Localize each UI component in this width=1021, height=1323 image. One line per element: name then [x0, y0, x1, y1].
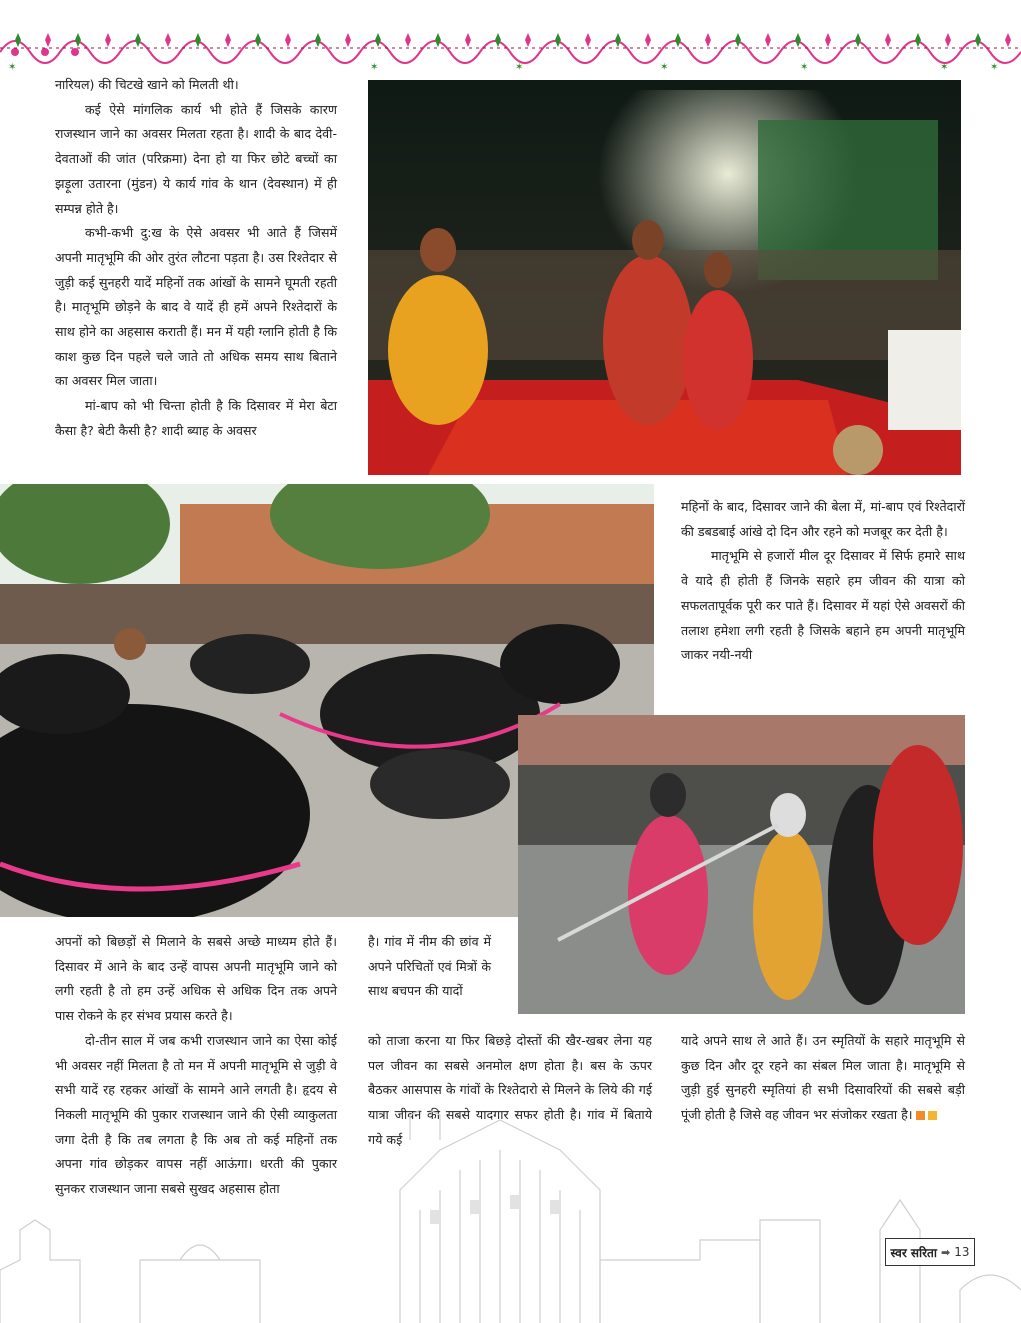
paragraph: को ताजा करना या फिर बिछड़े दोस्तों की खैर-खबर लेना यह पल जीवन का सबसे अनमोल क्षण होता है। बस के ऊपर बैठकर आसपास के गांवों के रिश्तेदारो से मिलने के लिये की गई यात्रा जीवन की सबसे यादगार सफर होती है। गांव में बिताये गये कई	[368, 1033, 652, 1147]
article-column-right-middle	[681, 495, 965, 668]
photo-night-folk-dance	[368, 80, 961, 475]
magazine-name: स्वर सरिता	[890, 1245, 937, 1260]
paragraph: है। गांव में नीम की छांव में अपने परिचितों एवं मित्रों के साथ बचपन की यादों	[368, 934, 491, 999]
palace-skyline-illustration	[0, 1110, 1021, 1323]
svg-text:✶: ✶	[8, 62, 17, 73]
svg-text:✶: ✶	[800, 62, 809, 73]
arrow-icon: ➡	[941, 1245, 951, 1259]
svg-text:✶: ✶	[660, 62, 669, 73]
article-column-left-top	[55, 73, 337, 444]
paragraph: दो-तीन साल में जब कभी राजस्थान जाने का ऐसा कोई भी अवसर नहीं मिलता है तो मन में अपनी मातृभूमि से जुड़ी वे सभी यादें रह रहकर आंखों के सामने आने लगती है। हृदय से निकली मातृभूमि की पुकार राजस्थान जाने की ऐसी व्याकुलता जगा देती है कि तब लगता है कि अब तो कई महिनों तक अपना गांव छोड़कर वापस नहीं आऊंगा। धरती की पुकार सुनकर राजस्थान जाना सबसे सुखद अहसास होता	[55, 1032, 337, 1197]
paragraph: कभी-कभी दु:ख के ऐसे अवसर भी आते हैं जिसमें अपनी मातृभूमि की ओर तुरंत लौटना पड़ता है। उस रिश्तेदार से जुड़ी कई सुनहरी यादें महिनों तक आंखों के सामने घूमती रहती है। मातृभूमि छोड़ने के बाद वे यादें ही हमें अपने रिश्तेदारों के साथ होने का अहसास कराती हैं। मन में यही ग्लानि होती है कि काश कुछ दिन पहले चले जाते तो अधिक समय साथ बिताने का अवसर मिल जाता।	[55, 225, 337, 389]
article-column-middle-narrow	[368, 930, 491, 1004]
svg-text:✶: ✶	[515, 62, 524, 73]
paragraph: महिनों के बाद, दिसावर जाने की बेला में, मां-बाप एवं रिश्तेदारों की डबडबाई आंखे दो दिन और रहने को मजबूर कर देती है।	[681, 499, 965, 539]
svg-text:✶: ✶	[370, 62, 379, 73]
svg-text:✶: ✶	[940, 62, 949, 73]
paragraph: कई ऐसे मांगलिक कार्य भी होते हैं जिसके कारण राजस्थान जाने का अवसर मिलता रहता है। शादी के बाद देवी-देवताओं की जांत (परिक्रमा) देना हो या फिर छोटे बच्चों का झड़ूला उतारना (मुंडन) ये कार्य गांव के थान (देवस्थान) में ही सम्पन्न होते है।	[55, 101, 337, 216]
paragraph: नारियल) की चिटखे खाने को मिलती थी।	[55, 77, 239, 92]
svg-text:✶: ✶	[990, 62, 999, 73]
page-number: 13	[954, 1245, 970, 1259]
paragraph: मां-बाप को भी चिन्ता होती है कि दिसावर में मेरा बेटा कैसा है? बेटी कैसी है? शादी ब्याह के अवसर	[55, 398, 337, 438]
paragraph: मातृभूमि से हजारों मील दूर दिसावर में सिर्फ हमारे साथ वे यादे ही होती हैं जिनके सहारे हम जीवन की यात्रा को सफलतापूर्वक पूरी कर पाते हैं। दिसावर में यहां ऐसे अवसरों की तलाश हमेशा लगी रहती है जिसके बहाने हम अपनी मातृभूमि जाकर नयी-नयी	[681, 548, 965, 663]
page-footer	[885, 1238, 975, 1266]
paragraph-text: यादे अपने साथ ले आते हैं। उन स्मृतियों के सहारे मातृभूमि से कुछ दिन और दूर रहने का संबल मिल जाता है। मातृभूमि से जुड़ी हुई सुनहरी स्मृतियां ही सभी दिसावरियों की सबसे बड़ी पूंजी होती है जिसे वह जीवन भर संजोकर रखता है।	[681, 1033, 965, 1123]
paragraph: अपनों को बिछड़ों से मिलाने के सबसे अच्छे माध्यम होते हैं। दिसावर में आने के बाद उन्हें वापस अपनी मातृभूमि जाने को लगी रहती है तो हम उन्हें अधिक से अधिक दिन तक अपने पास रोकने के हर संभव प्रयास करते है।	[55, 934, 337, 1024]
photo-costumed-performers	[518, 715, 965, 1014]
decorative-top-border	[0, 0, 1021, 80]
